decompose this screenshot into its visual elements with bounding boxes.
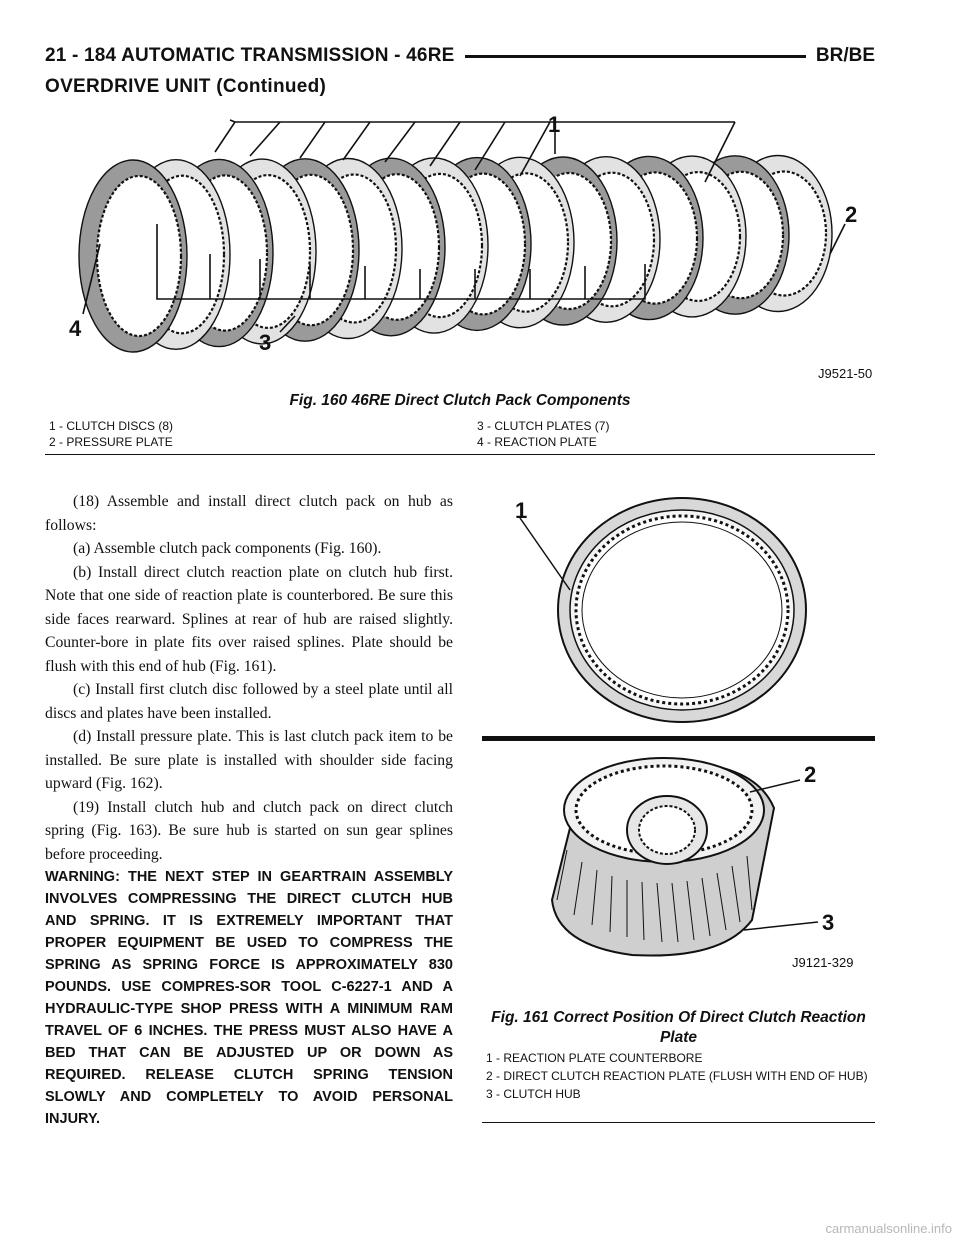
clutch-ring-bore bbox=[97, 176, 181, 336]
fig160-caption: Fig. 160 46RE Direct Clutch Pack Components bbox=[289, 392, 631, 409]
figure-divider bbox=[45, 454, 875, 455]
figure-divider bbox=[482, 1122, 875, 1123]
figure-code: J9121-329 bbox=[792, 955, 854, 970]
legend-item: 1 - REACTION PLATE COUNTERBORE bbox=[486, 1051, 703, 1065]
watermark: carmanualsonline.info bbox=[825, 1221, 952, 1236]
step-18b: (b) Install direct clutch reaction plate on clutch hub first. Note that one side of reaction plate is counterbored. Be sure this side faces rearward. Splines at rear of hub are raised slightly. Counter-bore in plate fits over raised splines. Plate should be flush with this end of hub (Fig. 161). bbox=[45, 563, 453, 675]
warning-text: WARNING: THE NEXT STEP IN GEARTRAIN ASSEMBLY INVOLVES COMPRESSING THE DIRECT CLUTCH HUB AND SPRING. IT IS EXTREMELY IMPORTANT THAT PROPER EQUIPMENT BE USED TO COMPRESS THE SPRING AS SPRING FORCE IS APPROXIMATELY 830 POUNDS. USE COMPRES-SOR TOOL C-6227-1 AND A HYDRAULIC-TYPE SHOP PRESS WITH A MINIMUM RAM TRAVEL OF 6 INCHES. THE PRESS MUST ALSO HAVE A BED THAT CAN BE ADJUSTED UP OR DOWN AS REQUIRED. RELEASE CLUTCH SPRING TENSION SLOWLY AND COMPLETELY TO AVOID PERSONAL INJURY. bbox=[45, 869, 453, 1127]
step-18c: (c) Install first clutch disc followed by a steel plate until all discs and plates have been installed. bbox=[45, 681, 453, 722]
clutch-pack-illustration bbox=[45, 104, 875, 389]
figure-160 bbox=[45, 104, 875, 456]
callout-1: 1 bbox=[548, 112, 561, 137]
callout-3: 3 bbox=[822, 910, 835, 935]
legend-item: 2 - DIRECT CLUTCH REACTION PLATE (FLUSH WITH END OF HUB) bbox=[486, 1069, 868, 1083]
step-18a: (a) Assemble clutch pack components (Fig. 160). bbox=[73, 540, 382, 557]
header-rule bbox=[465, 55, 806, 58]
callout-1: 1 bbox=[515, 498, 528, 523]
section-heading: OVERDRIVE UNIT (Continued) bbox=[45, 76, 327, 97]
legend-item: 1 - CLUTCH DISCS (8) bbox=[49, 419, 174, 433]
legend-item: 3 - CLUTCH HUB bbox=[486, 1087, 581, 1101]
callout-4: 4 bbox=[69, 316, 82, 341]
reaction-plate-illustration bbox=[482, 490, 875, 1005]
header-page-title: 21 - 184 AUTOMATIC TRANSMISSION - 46RE bbox=[45, 45, 455, 66]
page-header bbox=[45, 42, 875, 70]
legend-item: 4 - REACTION PLATE bbox=[477, 435, 597, 449]
procedure-text bbox=[45, 490, 453, 1130]
callout-2: 2 bbox=[845, 202, 858, 227]
legend-item: 2 - PRESSURE PLATE bbox=[49, 435, 173, 449]
figure-code: J9521-50 bbox=[818, 366, 873, 381]
fig161-caption: Fig. 161 Correct Position Of Direct Clutch Reaction Plate bbox=[491, 1009, 866, 1046]
fig161-legend bbox=[486, 1052, 871, 1106]
figure-161 bbox=[482, 490, 875, 1115]
step-19: (19) Install clutch hub and clutch pack on direct clutch spring (Fig. 163). Be sure hub is started on sun gear splines before proceeding. bbox=[45, 798, 453, 863]
legend-item: 3 - CLUTCH PLATES (7) bbox=[477, 419, 610, 433]
step-18d: (d) Install pressure plate. This is last clutch pack item to be installed. Be sure plate is installed with shoulder side facing upward (Fig. 162). bbox=[45, 728, 453, 792]
callout-2: 2 bbox=[804, 762, 817, 787]
header-model: BR/BE bbox=[815, 45, 875, 66]
callout-3: 3 bbox=[259, 330, 272, 355]
step-18: (18) Assemble and install direct clutch pack on hub as follows: bbox=[45, 493, 453, 534]
